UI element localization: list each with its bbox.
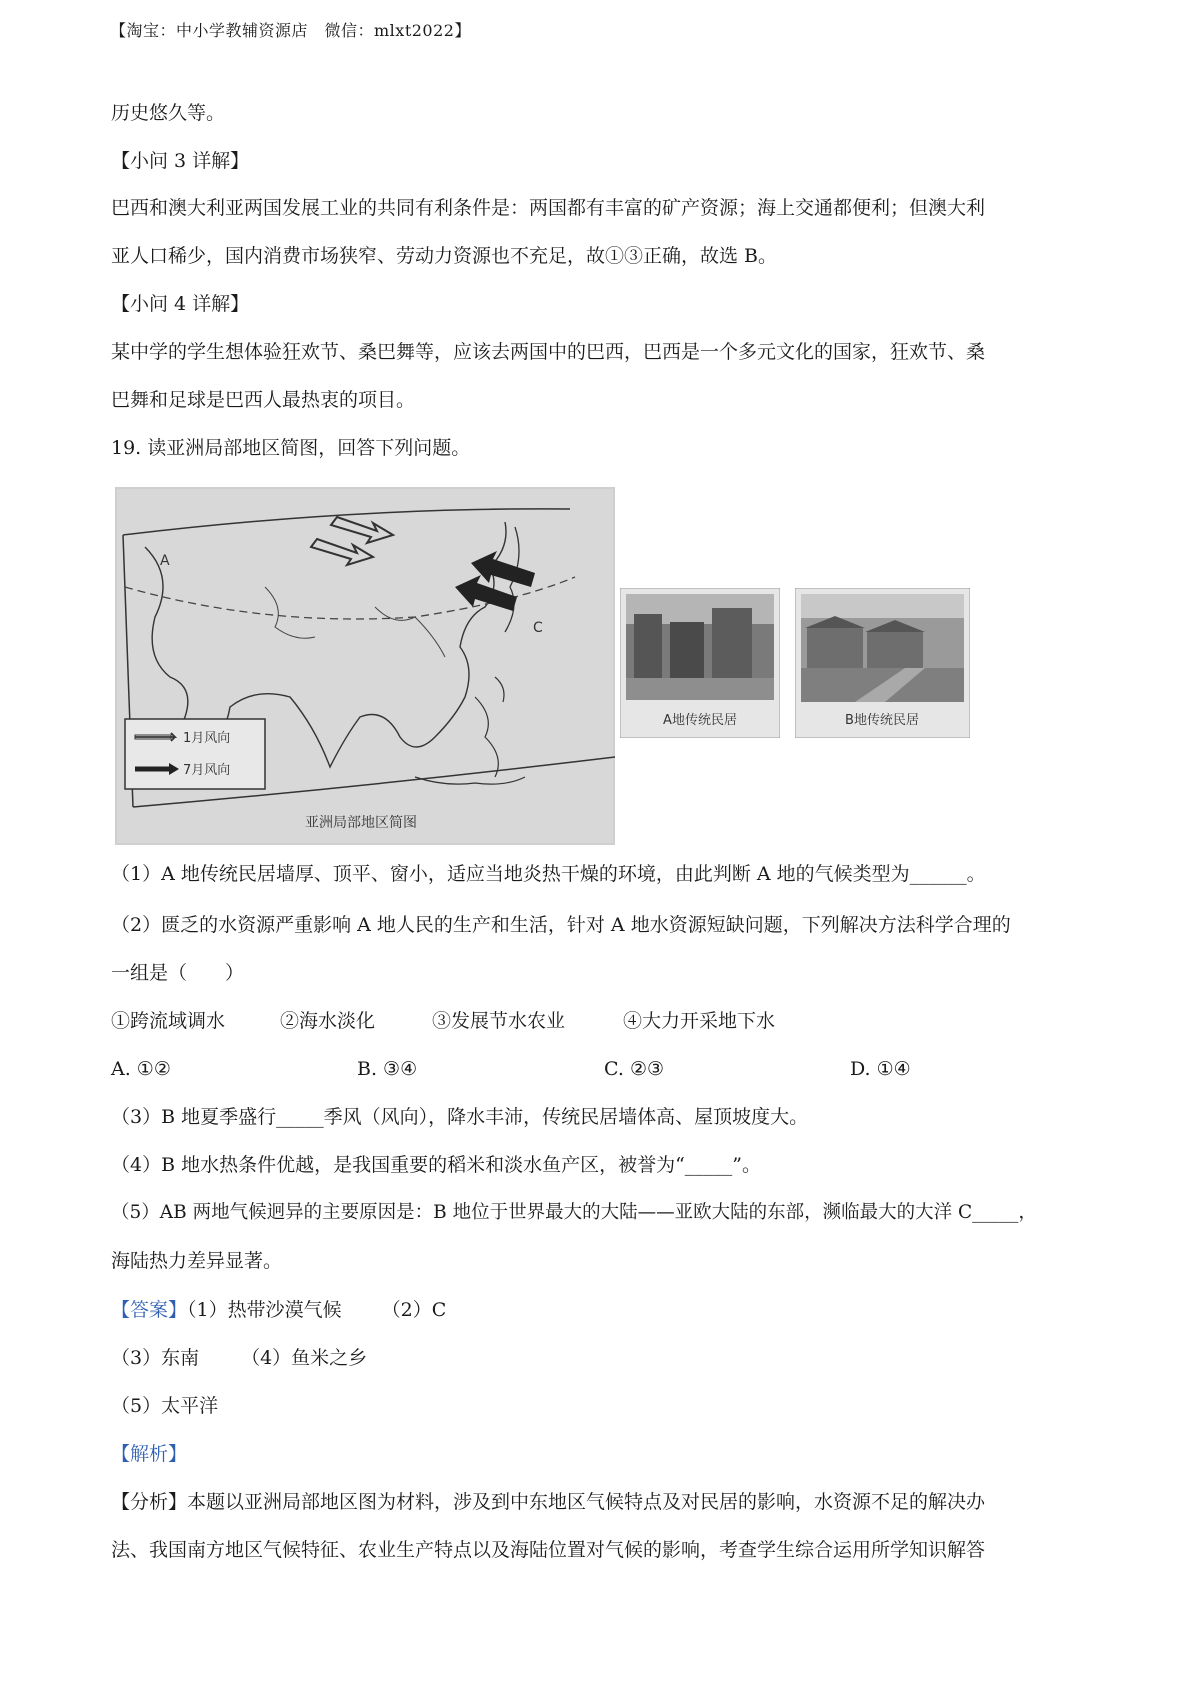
question-5-line2: 海陆热力差异显著。	[111, 1250, 283, 1272]
map-label-c: C	[533, 620, 543, 636]
answer-5: （5）太平洋	[111, 1395, 219, 1417]
choice-c: C. ②③	[604, 1058, 665, 1080]
photo-b-traditional-house	[795, 588, 970, 738]
text-line: 亚人口稀少，国内消费市场狭窄、劳动力资源也不充足，故①③正确，故选 B。	[111, 245, 778, 267]
option-1: ①跨流域调水	[111, 1010, 226, 1032]
option-3: ③发展节水农业	[432, 1010, 566, 1032]
answer-2: （2）C	[381, 1299, 447, 1321]
analysis-text-line1: 【分析】本题以亚洲局部地区图为材料，涉及到中东地区气候特点及对民居的影响，水资源不足的解决办	[111, 1491, 986, 1513]
analysis-text-line2: 法、我国南方地区气候特征、农业生产特点以及海陆位置对气候的影响，考查学生综合运用所学知识解答	[111, 1539, 986, 1561]
text-line: 巴舞和足球是巴西人最热衷的项目。	[111, 389, 416, 411]
question-5-line1: （5）AB 两地气候迥异的主要原因是：B 地位于世界最大的大陆——亚欧大陆的东部，濒临最大的大洋 C_____，	[111, 1202, 1037, 1223]
question-title: 19. 读亚洲局部地区简图，回答下列问题。	[111, 437, 471, 459]
question-4: （4）B 地水热条件优越，是我国重要的稻米和淡水鱼产区，被誉为“_____”。	[111, 1154, 762, 1176]
answer-line-2	[111, 1345, 367, 1371]
text-line: 历史悠久等。	[111, 102, 226, 124]
asia-map-figure	[115, 487, 615, 845]
photo-b-caption: B地传统民居	[845, 713, 919, 728]
analysis-label: 【解析】	[111, 1443, 188, 1465]
photo-a-traditional-house	[620, 588, 780, 738]
map-label-a: A	[160, 553, 170, 569]
legend-jan-label: 1月风向	[183, 731, 231, 746]
section-heading: 【小问 3 详解】	[111, 150, 250, 172]
text-line: 某中学的学生想体验狂欢节、桑巴舞等，应该去两国中的巴西，巴西是一个多元文化的国家，狂欢节、桑	[111, 341, 986, 363]
question-2-line2: 一组是（ ）	[111, 962, 245, 984]
map-caption: 亚洲局部地区简图	[305, 815, 417, 831]
answer-4: （4）鱼米之乡	[241, 1347, 368, 1369]
text-line: 巴西和澳大利亚两国发展工业的共同有利条件是：两国都有丰富的矿产资源；海上交通都便利；但澳大利	[111, 197, 986, 219]
choice-d: D. ①④	[850, 1058, 911, 1080]
page-header: 【淘宝：中小学教辅资源店 微信：mlxt2022】	[110, 21, 471, 40]
answer-line-1	[111, 1297, 446, 1323]
option-4: ④大力开采地下水	[623, 1010, 776, 1032]
legend-jul-label: 7月风向	[183, 763, 231, 778]
photo-a-caption: A地传统民居	[663, 713, 737, 728]
question-3: （3）B 地夏季盛行_____季风（风向），降水丰沛，传统民居墙体高、屋顶坡度大。	[111, 1106, 809, 1128]
choice-a: A. ①②	[111, 1058, 171, 1080]
choice-b: B. ③④	[357, 1058, 418, 1080]
question-2-line1: （2）匮乏的水资源严重影响 A 地人民的生产和生活，针对 A 地水资源短缺问题，下列解决方法科学合理的	[111, 914, 1011, 936]
section-heading: 【小问 4 详解】	[111, 293, 250, 315]
option-2: ②海水淡化	[280, 1010, 376, 1032]
question-1: （1）A 地传统民居墙厚、顶平、窗小，适应当地炎热干燥的环境，由此判断 A 地的气候类型为______。	[111, 863, 986, 885]
answer-1: （1）热带沙漠气候	[187, 1299, 342, 1321]
answer-label: 【答案】	[111, 1299, 188, 1321]
answer-3: （3）东南	[111, 1347, 200, 1369]
